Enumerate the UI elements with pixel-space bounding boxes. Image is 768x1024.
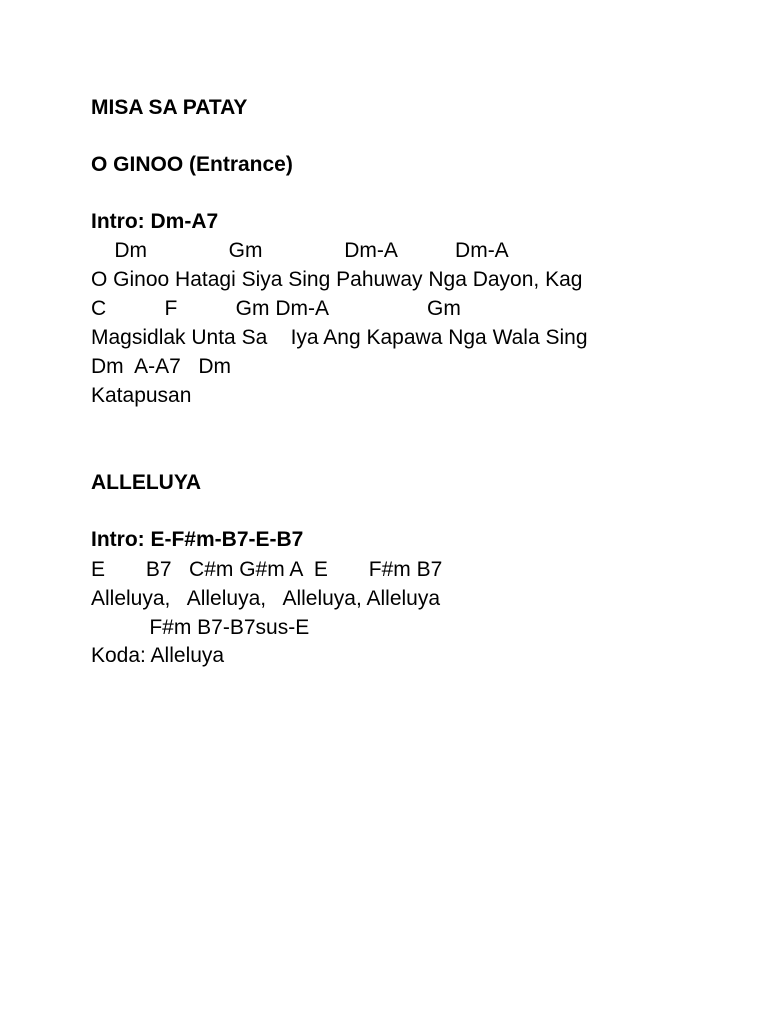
song-intro-o-ginoo: Intro: Dm-A7 — [91, 210, 219, 233]
song-heading-o-ginoo: O GINOO (Entrance) — [91, 153, 293, 176]
lyric-line: O Ginoo Hatagi Siya Sing Pahuway Nga Dayon, Kag — [91, 268, 583, 291]
chord-line: F#m B7-B7sus-E — [91, 616, 310, 639]
chord-line: Dm Gm Dm-A Dm-A — [91, 239, 509, 262]
lyric-line: Koda: Alleluya — [91, 644, 225, 667]
song-intro-alleluya: Intro: E-F#m-B7-E-B7 — [91, 528, 304, 551]
song-heading-alleluya: ALLELUYA — [91, 471, 202, 494]
chord-line: Dm A-A7 Dm — [91, 355, 232, 378]
chord-line: C F Gm Dm-A Gm — [91, 297, 461, 320]
lyric-line: Magsidlak Unta Sa Iya Ang Kapawa Nga Wala Sing — [91, 326, 588, 349]
document-title: MISA SA PATAY — [91, 96, 248, 119]
lyric-line: Alleluya, Alleluya, Alleluya, Alleluya — [91, 587, 441, 610]
lyric-line: Katapusan — [91, 384, 192, 407]
chord-line: E B7 C#m G#m A E F#m B7 — [91, 558, 443, 581]
